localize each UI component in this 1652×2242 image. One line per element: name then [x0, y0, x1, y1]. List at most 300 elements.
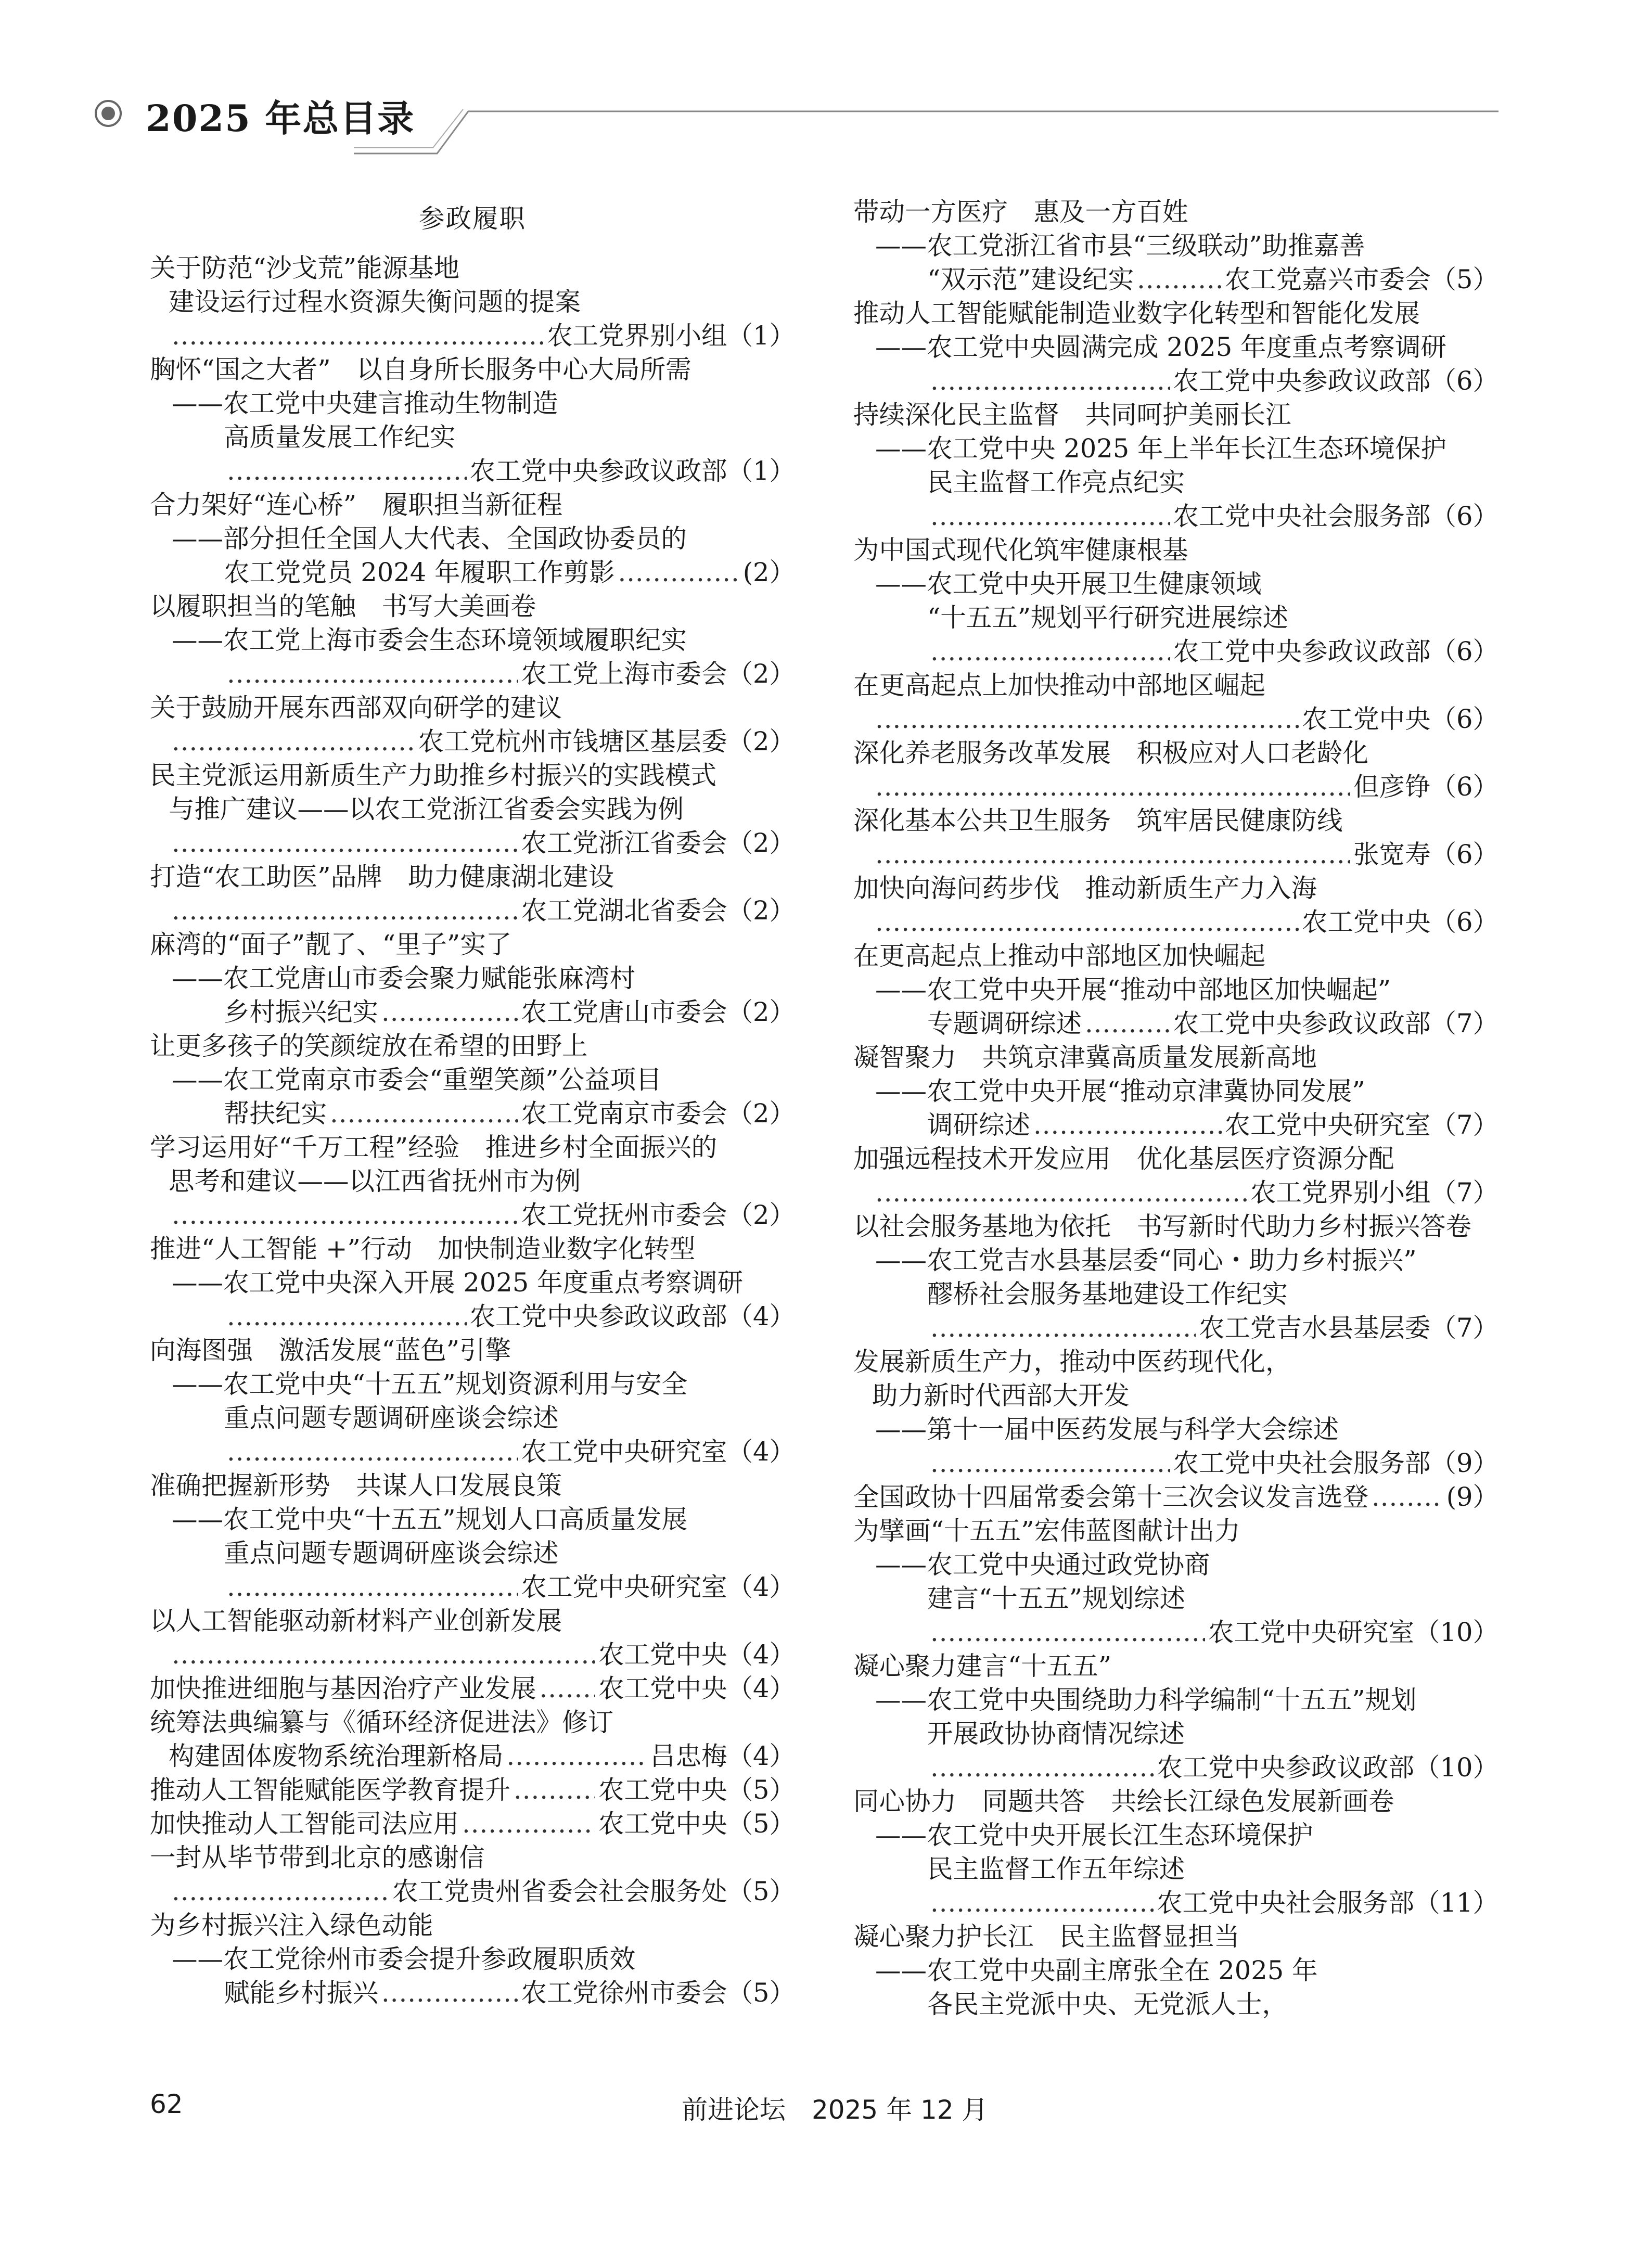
entry-issue: （6） [1430, 839, 1499, 869]
entry-subtitle: ——农工党徐州市委会提升参政履职质效 [172, 1944, 635, 1974]
entry-issue: （2） [727, 997, 795, 1027]
dot-leader [227, 1570, 518, 1604]
dot-leader [172, 826, 518, 860]
toc-entry [853, 939, 1499, 1041]
entry-title: 让更多孩子的笑颜绽放在希望的田野上 [150, 1031, 588, 1061]
entry-subtitle: ——部分担任全国人大代表、全国政协委员的 [172, 523, 687, 554]
entry-title: 一封从毕节带到北京的感谢信 [150, 1842, 485, 1873]
entry-issue: （1） [727, 321, 795, 351]
dot-leader [172, 319, 544, 353]
toc-entry [853, 1210, 1499, 1345]
entry-author: 农工党中央 [598, 1673, 727, 1703]
toc-entry [150, 1706, 795, 1773]
entry-issue: （9） [1430, 1448, 1499, 1478]
entry-title-line: 助力新时代西部大开发 [872, 1380, 1130, 1411]
toc-entry [150, 251, 795, 353]
entry-issue: （6） [1430, 704, 1499, 734]
entry-last-line: 调研综述 [927, 1110, 1030, 1140]
entry-leader-line [150, 1198, 795, 1232]
dot-leader [540, 1672, 596, 1706]
entry-title: 带动一方医疗 惠及一方百姓 [853, 197, 1188, 227]
entry-title: 持续深化民主监督 共同呵护美丽长江 [853, 400, 1291, 430]
entry-author-issue [1199, 1311, 1499, 1345]
entry-title: 凝心聚力建言“十五五” [853, 1651, 1112, 1681]
entry-title: 为中国式现代化筑牢健康根基 [853, 535, 1188, 565]
entry-author-issue [521, 1976, 796, 2010]
entry-subtitle: ——农工党浙江省市县“三级联动”助推嘉善 [875, 230, 1365, 261]
entry-author-issue [1173, 1007, 1499, 1041]
entry-author: 农工党中央参政议政部 [1173, 1008, 1431, 1039]
entry-issue: （2） [727, 1200, 795, 1230]
entry-author: 农工党中央参政议政部 [1173, 366, 1431, 396]
toc-entry [150, 488, 795, 590]
entry-title: 凝智聚力 共筑京津冀高质量发展新高地 [853, 1042, 1317, 1072]
entry-leader-line [853, 1176, 1499, 1210]
entry-issue: （4） [727, 1437, 795, 1467]
entry-leader-line [853, 838, 1499, 872]
entry-title: 学习运用好“千万工程”经验 推进乡村全面振兴的 [150, 1132, 718, 1162]
dot-leader [227, 1300, 467, 1334]
entry-author: 吕忠梅 [650, 1741, 727, 1771]
entry-last-line: 全国政协十四届常委会第十三次会议发言选登 [853, 1482, 1368, 1512]
dot-leader [875, 1176, 1247, 1210]
toc-entry [150, 1232, 795, 1334]
entry-subtitle: ——农工党中央深入开展 2025 年度重点考察调研 [172, 1267, 743, 1298]
entry-author-issue [1302, 905, 1499, 939]
toc-entry [150, 691, 795, 759]
entry-leader-line [853, 1108, 1499, 1142]
dot-leader [1033, 1108, 1222, 1142]
entry-issue: （5） [727, 1978, 795, 2008]
entry-last-line: 加快推进细胞与基因治疗产业发展 [150, 1673, 536, 1703]
entry-author-issue [521, 1435, 796, 1469]
entry-author-issue [1225, 1108, 1499, 1142]
entry-leader-line [853, 1446, 1499, 1480]
entry-issue: （10） [1414, 1617, 1499, 1647]
entry-leader-line [853, 263, 1499, 297]
entry-subtitle: ——农工党中央“十五五”规划资源利用与安全 [172, 1369, 688, 1399]
toc-entry [150, 928, 795, 1029]
entry-author: 农工党抚州市委会 [521, 1200, 727, 1230]
dot-leader [930, 1616, 1205, 1649]
entry-leader-line [150, 319, 795, 353]
entry-author: 农工党中央社会服务部 [1157, 1888, 1414, 1918]
entry-title: 胸怀“国之大者” 以自身所长服务中心大局所需 [150, 354, 691, 385]
entry-leader-line [853, 635, 1499, 669]
entry-leader-line [150, 657, 795, 691]
entry-author-issue [598, 1672, 795, 1706]
entry-title: 麻湾的“面子”靓了、“里子”实了 [150, 929, 512, 959]
dot-leader [172, 1875, 389, 1908]
toc-entry [150, 759, 795, 860]
entry-leader-line [853, 1751, 1499, 1785]
entry-leader-line [853, 702, 1499, 736]
entry-author-issue [521, 657, 796, 691]
entry-author: 农工党中央参政议政部 [1173, 636, 1431, 667]
entry-author: 农工党徐州市委会 [521, 1978, 727, 2008]
dot-leader [381, 1976, 518, 2010]
entry-title-line: 醪桥社会服务基地建设工作纪实 [927, 1279, 1288, 1309]
entry-subtitle: ——农工党中央开展“推动京津冀协同发展” [875, 1076, 1365, 1106]
entry-author: 张宽寿 [1353, 839, 1431, 869]
toc-entry [150, 1841, 795, 1908]
entry-subtitle: ——农工党唐山市委会聚力赋能张麻湾村 [172, 963, 635, 993]
entry-author-issue [521, 1570, 796, 1604]
entry-subtitle: ——农工党中央开展长江生态环境保护 [875, 1820, 1313, 1850]
entry-title: 准确把握新形势 共谋人口发展良策 [150, 1470, 562, 1501]
toc-entry [853, 195, 1499, 297]
dot-leader [1372, 1480, 1443, 1514]
entry-author-issue [1157, 1886, 1499, 1920]
entry-title: 凝心聚力护长江 民主监督显担当 [853, 1921, 1240, 1952]
toc-entry [853, 669, 1499, 736]
entry-title: 在更高起点上加快推动中部地区崛起 [853, 670, 1265, 700]
entry-title: 推动人工智能赋能制造业数字化转型和智能化发展 [853, 298, 1420, 328]
entry-last-line: 帮扶纪实 [224, 1098, 327, 1129]
entry-subtitle: ——农工党中央“十五五”规划人口高质量发展 [172, 1504, 688, 1534]
header-rule [354, 109, 1499, 156]
entry-title: 民主党派运用新质生产力助推乡村振兴的实践模式 [150, 760, 716, 790]
header-title: 2025 年总目录 [146, 97, 415, 140]
toc-entry [853, 1480, 1499, 1514]
entry-title-line: 重点问题专题调研座谈会综述 [224, 1538, 559, 1568]
entry-author: 农工党杭州市钱塘区基层委 [418, 726, 727, 757]
entry-author-issue [598, 1638, 795, 1672]
dot-leader [227, 454, 467, 488]
entry-title-line: 民主监督工作亮点纪实 [927, 467, 1185, 497]
entry-leader-line [150, 894, 795, 928]
entry-leader-line [150, 725, 795, 759]
dot-leader [330, 1097, 518, 1131]
entry-leader-line [150, 1435, 795, 1469]
entry-author-issue [743, 556, 795, 590]
dot-leader [172, 1198, 518, 1232]
entry-leader-line [150, 1672, 795, 1706]
entry-author-issue [521, 894, 796, 928]
entry-subtitle: ——农工党中央建言推动生物制造 [172, 388, 558, 418]
dot-leader [172, 894, 518, 928]
magazine-name: 前进论坛 [682, 2095, 786, 2125]
entry-leader-line [853, 770, 1499, 804]
toc-entry [150, 353, 795, 488]
entry-author: 农工党界别小组 [547, 321, 727, 351]
entry-title-line: 思考和建议——以江西省抚州市为例 [169, 1166, 581, 1196]
entry-title: 推进“人工智能 +”行动 加快制造业数字化转型 [150, 1234, 696, 1264]
entry-author: 农工党中央参政议政部 [1157, 1752, 1414, 1783]
entry-issue: （7） [1430, 1313, 1499, 1343]
entry-author-issue [1208, 1616, 1499, 1649]
entry-last-line: 加快推动人工智能司法应用 [150, 1809, 459, 1839]
entry-issue: （6） [1430, 636, 1499, 667]
toc-entry [150, 1908, 795, 2010]
entry-author-issue [521, 995, 796, 1029]
entry-leader-line [150, 1638, 795, 1672]
entry-leader-line [853, 1616, 1499, 1649]
entry-author: 农工党唐山市委会 [521, 997, 727, 1027]
entry-author-issue [650, 1739, 795, 1773]
entry-leader-line [150, 556, 795, 590]
entry-author: 农工党吉水县基层委 [1199, 1313, 1431, 1343]
dot-leader [172, 725, 415, 759]
dot-leader [930, 1886, 1154, 1920]
entry-leader-line [853, 364, 1499, 398]
target-circle-icon [94, 99, 123, 128]
entry-issue: （4） [727, 1301, 795, 1331]
entry-title-line: 建设运行过程水资源失衡问题的提案 [169, 287, 581, 317]
entry-issue: （2） [727, 726, 795, 757]
entry-issue: （7） [1430, 1177, 1499, 1208]
toc-entry [853, 1514, 1499, 1649]
dot-leader [930, 1446, 1170, 1480]
entry-leader-line [853, 905, 1499, 939]
entry-author-issue [521, 1097, 796, 1131]
dot-leader [875, 905, 1299, 939]
entry-author: 农工党中央 [598, 1639, 727, 1670]
entry-title: 深化基本公共卫生服务 筑牢居民健康防线 [853, 805, 1343, 836]
entry-leader-line [150, 1739, 795, 1773]
entry-author-issue [470, 1300, 796, 1334]
toc-entry [853, 398, 1499, 533]
issue-date: 2025 年 12 月 [812, 2095, 988, 2125]
entry-issue: （6） [1430, 366, 1499, 396]
entry-issue: （5） [1430, 264, 1499, 294]
dot-leader [875, 770, 1350, 804]
entry-title-line: 重点问题专题调研座谈会综述 [224, 1403, 559, 1433]
entry-issue: （6） [1430, 772, 1499, 802]
toc-entry [150, 1807, 795, 1841]
entry-author: 农工党上海市委会 [521, 659, 727, 689]
entry-issue: （6） [1430, 501, 1499, 531]
entry-author: 农工党中央研究室 [1208, 1617, 1414, 1647]
toc-entry [853, 736, 1499, 804]
entry-title: 关于鼓励开展东西部双向研学的建议 [150, 693, 562, 723]
toc-entry [853, 1041, 1499, 1142]
entry-author-issue [1173, 364, 1499, 398]
entry-author: 农工党中央社会服务部 [1173, 501, 1431, 531]
entry-title: 向海图强 激活发展“蓝色”引擎 [150, 1335, 511, 1365]
dot-leader [875, 838, 1350, 872]
entry-title: 在更高起点上推动中部地区加快崛起 [853, 941, 1265, 971]
toc-entry [853, 533, 1499, 669]
entry-last-line: 推动人工智能赋能医学教育提升 [150, 1775, 510, 1805]
dot-leader [930, 499, 1170, 533]
entry-issue: (2） [742, 557, 795, 587]
entry-subtitle: ——农工党中央开展卫生健康领域 [875, 569, 1262, 599]
entry-subtitle: ——农工党吉水县基层委“同心・助力乡村振兴” [875, 1245, 1417, 1275]
entry-title: 加快向海问药步伐 推动新质生产力入海 [853, 873, 1317, 903]
entry-author-issue [1157, 1751, 1499, 1785]
entry-issue: （1） [727, 456, 795, 486]
page-number: 62 [150, 2089, 183, 2119]
toc-entry [150, 860, 795, 928]
dot-leader [227, 1435, 518, 1469]
entry-issue: （5） [727, 1809, 795, 1839]
entry-author: 农工党中央 [598, 1775, 727, 1805]
toc-entry [150, 1469, 795, 1604]
entry-author-issue [1353, 838, 1499, 872]
entry-title: 深化养老服务改革发展 积极应对人口老龄化 [853, 738, 1368, 768]
entry-issue: （11） [1414, 1888, 1499, 1918]
entry-issue: （10） [1414, 1752, 1499, 1783]
toc-entry [853, 1345, 1499, 1480]
entry-subtitle: ——农工党中央围绕助力科学编制“十五五”规划 [875, 1685, 1417, 1715]
entry-leader-line [150, 1570, 795, 1604]
entry-author: 农工党中央参政议政部 [469, 456, 727, 486]
entry-leader-line [150, 454, 795, 488]
entry-author-issue [598, 1807, 795, 1841]
entry-author-issue [1173, 1446, 1499, 1480]
toc-entry [150, 590, 795, 691]
entry-title: 以履职担当的笔触 书写大美画卷 [150, 591, 536, 621]
entry-leader-line [150, 995, 795, 1029]
toc-entry [853, 1649, 1499, 1785]
entry-title-line: 开展政协协商情况综述 [927, 1719, 1185, 1749]
entry-title: 统筹法典编纂与《循环经济促进法》修订 [150, 1707, 613, 1737]
entry-author-issue [1173, 635, 1499, 669]
entry-issue: （2） [727, 828, 795, 858]
entry-issue: （4） [727, 1572, 795, 1602]
entry-last-line: 赋能乡村振兴 [224, 1978, 378, 2008]
entry-author-issue [392, 1875, 795, 1908]
entry-title-line: “十五五”规划平行研究进展综述 [927, 603, 1289, 633]
page-header [94, 78, 1499, 140]
dot-leader [1085, 1007, 1170, 1041]
entry-author-issue [547, 319, 795, 353]
entry-issue: （5） [727, 1876, 795, 1906]
dot-leader [462, 1807, 595, 1841]
entry-issue: （2） [727, 895, 795, 926]
section-title: 参政履职 [419, 203, 526, 234]
dot-leader [1137, 263, 1221, 297]
entry-author-issue [1446, 1480, 1499, 1514]
entry-author-issue [521, 826, 796, 860]
toc-entry [853, 1142, 1499, 1210]
entry-issue: (9） [1446, 1482, 1499, 1512]
entry-leader-line [150, 1097, 795, 1131]
toc-entry [853, 872, 1499, 939]
entry-author-issue [470, 454, 796, 488]
entry-last-line: 专题调研综述 [927, 1008, 1082, 1039]
entry-author: 农工党中央参政议政部 [469, 1301, 727, 1331]
dot-leader [172, 1638, 595, 1672]
entry-last-line: 构建固体废物系统治理新格局 [169, 1741, 504, 1771]
entry-subtitle: ——农工党南京市委会“重塑笑颜”公益项目 [172, 1065, 662, 1095]
entry-title: 以社会服务基地为依托 书写新时代助力乡村振兴答卷 [853, 1211, 1471, 1241]
entry-author: 农工党湖北省委会 [521, 895, 727, 926]
entry-title: 加强远程技术开发应用 优化基层医疗资源分配 [853, 1144, 1394, 1174]
toc-entry [853, 297, 1499, 398]
entry-author: 农工党界别小组 [1250, 1177, 1431, 1208]
entry-author-issue [1225, 263, 1499, 297]
toc-entry [150, 1131, 795, 1232]
entry-title: 发展新质生产力，推动中医药现代化， [853, 1347, 1291, 1377]
entry-author-issue [598, 1773, 795, 1807]
entry-issue: （2） [727, 1098, 795, 1129]
entry-title: 为擘画“十五五”宏伟蓝图献计出力 [853, 1516, 1240, 1546]
entry-author-issue [1250, 1176, 1499, 1210]
entry-last-line: 乡村振兴纪实 [224, 997, 378, 1027]
toc-entry [150, 1334, 795, 1469]
entry-author: 农工党贵州省委会社会服务处 [392, 1876, 727, 1906]
entry-title: 打造“农工助医”品牌 助力健康湖北建设 [150, 862, 614, 892]
toc-entry [150, 1773, 795, 1807]
entry-leader-line [150, 1875, 795, 1908]
entry-title-line: 与推广建议——以农工党浙江省委会实践为例 [169, 794, 684, 824]
toc-entry [853, 1785, 1499, 1920]
entry-subtitle: ——农工党中央圆满完成 2025 年度重点考察调研 [875, 332, 1446, 362]
dot-leader [930, 1311, 1196, 1345]
entry-issue: （4） [727, 1639, 795, 1670]
entry-leader-line [853, 1007, 1499, 1041]
entry-leader-line [853, 1311, 1499, 1345]
toc-entry [853, 1920, 1499, 2021]
toc-column-left [150, 195, 795, 2010]
dot-leader [227, 657, 518, 691]
entry-author: 农工党中央研究室 [521, 1437, 727, 1467]
dot-leader [618, 556, 739, 590]
entry-author: 农工党中央 [1302, 907, 1431, 937]
entry-title: 合力架好“连心桥” 履职担当新征程 [150, 490, 563, 520]
entry-title: 以人工智能驱动新材料产业创新发展 [150, 1606, 562, 1636]
entry-subtitle: ——农工党上海市委会生态环境领域履职纪实 [172, 625, 687, 655]
entry-leader-line [853, 1886, 1499, 1920]
entry-issue: （7） [1430, 1008, 1499, 1039]
entry-author-issue [1173, 499, 1499, 533]
entry-leader-line [150, 1976, 795, 2010]
entry-author: 农工党南京市委会 [521, 1098, 727, 1129]
entry-subtitle: ——第十一届中医药发展与科学大会综述 [875, 1414, 1339, 1444]
entry-leader-line [150, 1773, 795, 1807]
entry-author-issue [1353, 770, 1499, 804]
dot-leader [514, 1773, 595, 1807]
entry-title: 同心协力 同题共答 共绘长江绿色发展新画卷 [853, 1786, 1394, 1816]
entry-subtitle: ——农工党中央 2025 年上半年长江生态环境保护 [875, 433, 1446, 464]
entry-last-line: “双示范”建设纪实 [927, 264, 1134, 294]
entry-issue: （2） [727, 659, 795, 689]
dot-leader [381, 995, 518, 1029]
entry-title-line: 各民主党派中央、无党派人士， [927, 1989, 1288, 2019]
entry-last-line: 农工党党员 2024 年履职工作剪影 [224, 557, 615, 587]
entry-issue: （6） [1430, 907, 1499, 937]
entry-author-issue [1302, 702, 1499, 736]
entry-leader-line [853, 1480, 1499, 1514]
dot-leader [930, 364, 1170, 398]
toc-entry [150, 1029, 795, 1131]
entry-title: 为乡村振兴注入绿色动能 [150, 1910, 433, 1940]
entry-author: 农工党嘉兴市委会 [1224, 264, 1431, 294]
toc-entry [150, 1604, 795, 1672]
entry-subtitle: ——农工党中央通过政党协商 [875, 1549, 1210, 1580]
entry-leader-line [150, 826, 795, 860]
entry-title-line: 民主监督工作五年综述 [927, 1854, 1185, 1884]
entry-leader-line [150, 1807, 795, 1841]
entry-issue: （7） [1430, 1110, 1499, 1140]
dot-leader [930, 1751, 1154, 1785]
entry-author: 农工党浙江省委会 [521, 828, 727, 858]
entry-author: 农工党中央研究室 [1224, 1110, 1431, 1140]
entry-author: 但彦铮 [1353, 772, 1431, 802]
entry-issue: （4） [727, 1673, 795, 1703]
entry-author: 农工党中央 [1302, 704, 1431, 734]
entry-title-line: 高质量发展工作纪实 [224, 422, 456, 452]
entry-leader-line [150, 1300, 795, 1334]
toc-entry [150, 1672, 795, 1706]
entry-author-issue [521, 1198, 796, 1232]
entry-title: 关于防范“沙戈荒”能源基地 [150, 253, 460, 283]
entry-issue: （5） [727, 1775, 795, 1805]
entry-author: 农工党中央社会服务部 [1173, 1448, 1431, 1478]
dot-leader [507, 1739, 647, 1773]
